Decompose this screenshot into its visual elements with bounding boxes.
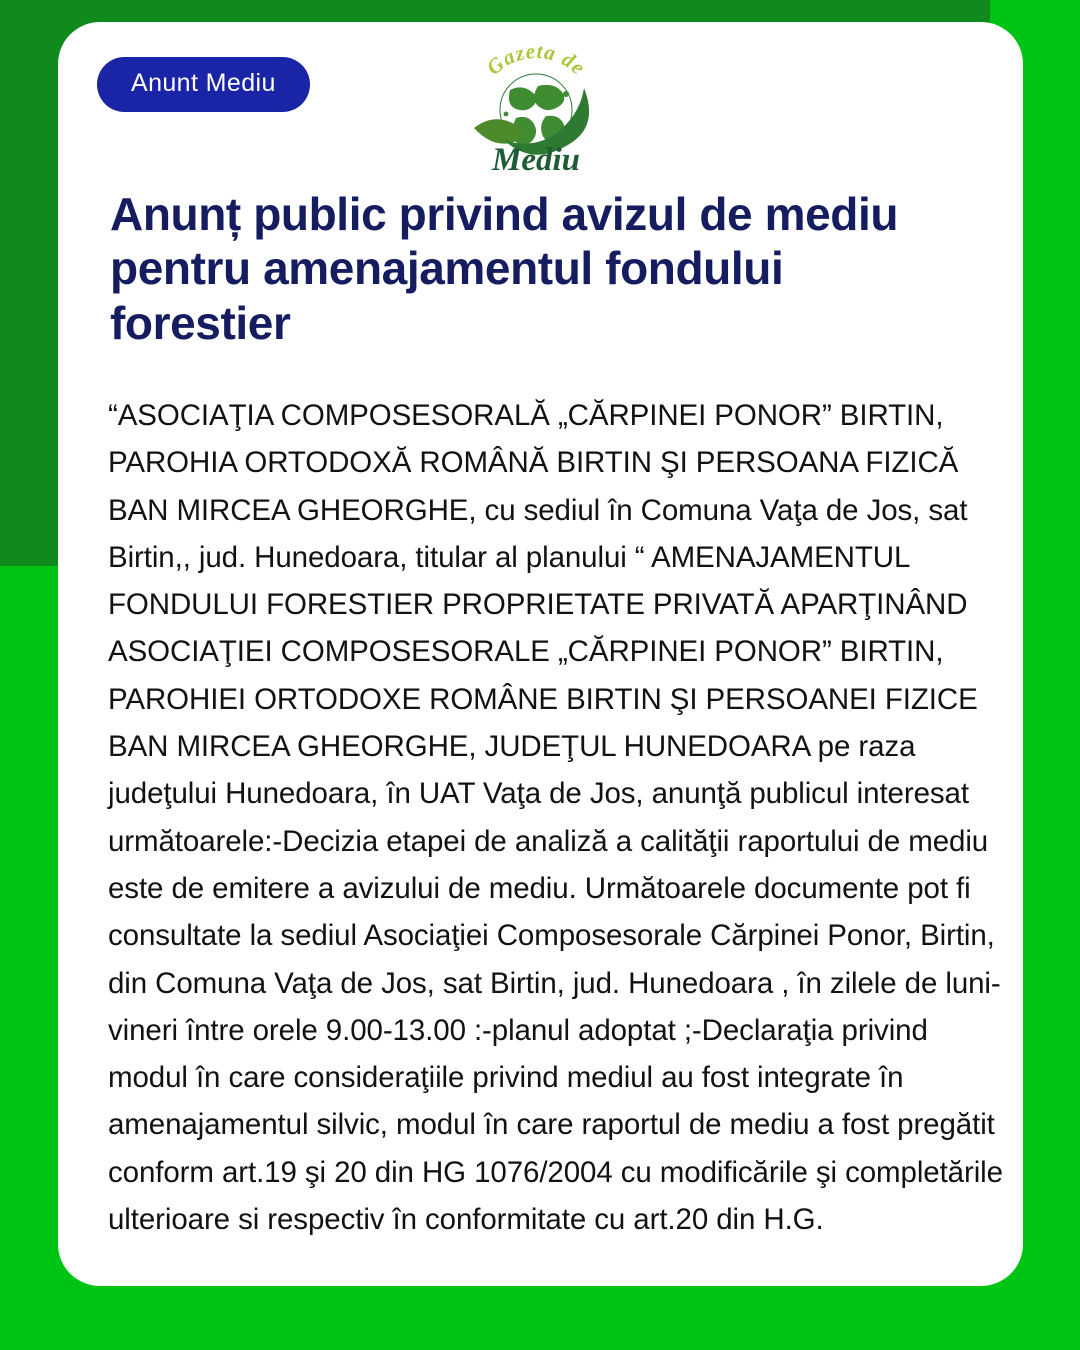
category-badge[interactable]: Anunt Mediu <box>97 57 310 112</box>
gazeta-de-mediu-logo <box>466 42 606 182</box>
logo-script-text: Mediu <box>491 142 581 178</box>
announcement-body <box>108 392 1003 1243</box>
logo-arc-text: Gazeta de <box>481 42 591 80</box>
announcement-card <box>58 22 1023 1286</box>
card-header <box>58 22 1023 182</box>
page-title: Anunț public privind avizul de mediu pentru amenajamentul fondului forestier <box>110 188 899 349</box>
announcement-paragraph: “ASOCIAŢIA COMPOSESORALĂ „CĂRPINEI PONOR” BIRTIN, PAROHIA ORTODOXĂ ROMÂNĂ BIRTIN ŞI PERSOANA FIZICĂ BAN MIRCEA GHEORGHE, cu sediul în Comuna Vaţa de Jos, sat Birtin,, jud. Hunedoara, titular al planului “ AMENAJAMENTUL FONDULUI FORESTIER PROPRIETATE PRIVATĂ APARŢINÂND ASOCIAŢIEI COMPOSESORALE „CĂRPINEI PONOR” BIRTIN, PAROHIEI ORTODOXE ROMÂNE BIRTIN ŞI PERSOANEI FIZICE BAN MIRCEA GHEORGHE, JUDEŢUL HUNEDOARA pe raza judeţului Hunedoara, în UAT Vaţa de Jos, anunţă publicul interesat următoarele:-Decizia etapei de analiză a calităţii raportului de mediu este de emitere a avizului de mediu. Următoarele documente pot fi consultate la sediul Asociaţiei Composesorale Cărpinei Ponor, Birtin, din Comuna Vaţa de Jos, sat Birtin, jud. Hunedoara , în zilele de luni-vineri între orele 9.00-13.00 :-planul adoptat ;-Declaraţia privind modul în care consideraţiile privind mediul au fost integrate în amenajamentul silvic, modul în care raportul de mediu a fost pregătit conform art.19 şi 20 din HG 1076/2004 cu modificările şi completările ulterioare si respectiv în conformitate cu art.20 din H.G. <box>108 399 1003 1237</box>
